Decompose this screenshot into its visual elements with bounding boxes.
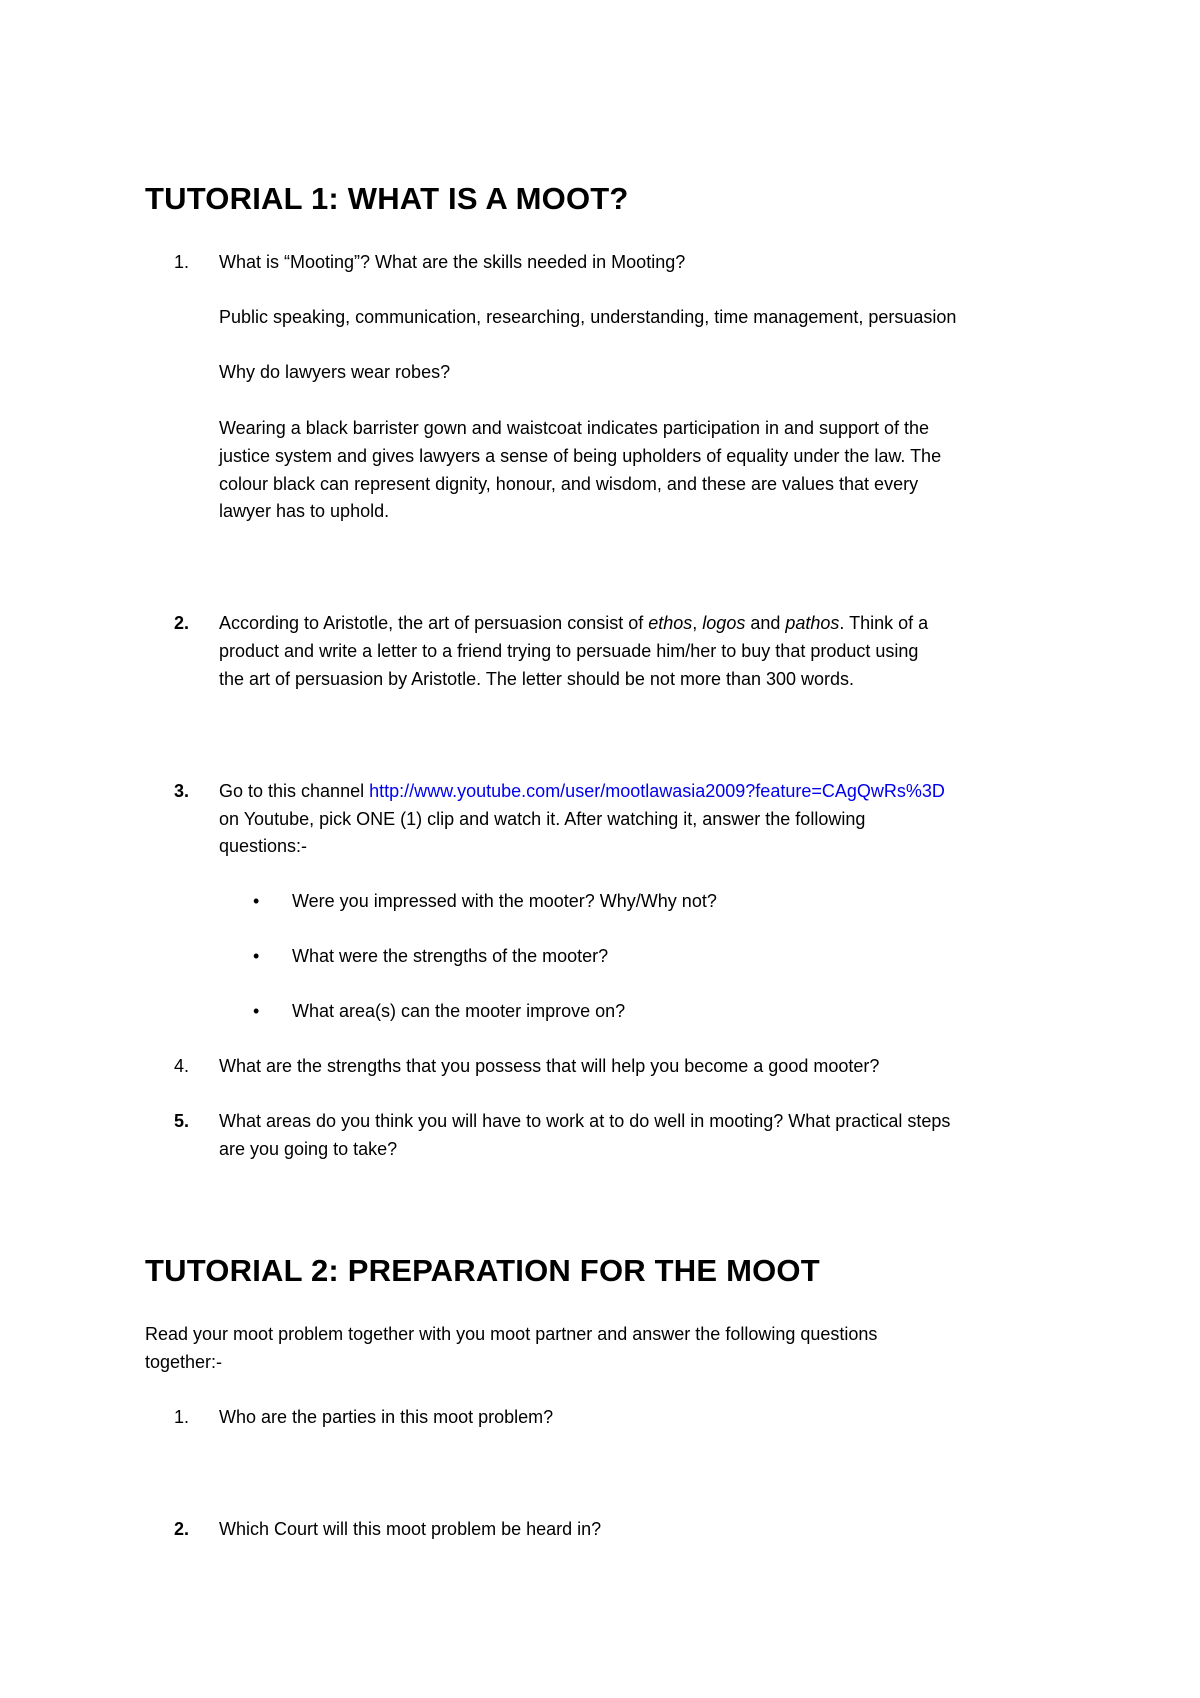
q3-line2: on Youtube, pick ONE (1) clip and watch it. After watching it, answer the following [219, 809, 866, 829]
q2-ethos: ethos [648, 613, 693, 633]
bullet-icon: • [253, 891, 260, 911]
q5-line2: are you going to take? [219, 1139, 398, 1159]
t2-q1-text: Who are the parties in this moot problem? [219, 1407, 554, 1427]
q1-answer2-line: justice system and gives lawyers a sense of being upholders of equality under the law. The [219, 446, 942, 466]
q4-text: What are the strengths that you possess that will help you become a good mooter? [219, 1056, 880, 1076]
q5-number: 5. [173, 1111, 189, 1131]
q3-line1 [219, 777, 945, 805]
q1-question: What is “Mooting”? What are the skills needed in Mooting? [219, 252, 686, 272]
q2-line1-pre: According to Aristotle, the art of persuasion consist of [219, 613, 649, 633]
q4-number: 4. [173, 1056, 189, 1076]
q2-number: 2. [173, 613, 189, 633]
tutorial2-heading: TUTORIAL 2: PREPARATION FOR THE MOOT [145, 1253, 820, 1288]
q2-pathos: pathos [785, 613, 840, 633]
q1-answer2-line: lawyer has to uphold. [219, 501, 390, 521]
q3-bullet: What were the strengths of the mooter? [292, 946, 609, 966]
t2-q2-number: 2. [173, 1519, 189, 1539]
q3-line3: questions:- [219, 836, 308, 856]
q1-answer2-line: colour black can represent dignity, honour, and wisdom, and these are values that every [219, 474, 919, 494]
tutorial1-heading: TUTORIAL 1: WHAT IS A MOOT? [145, 181, 629, 216]
q1-answer: Public speaking, communication, researching, understanding, time management, persuasion [219, 307, 957, 327]
q1-answer2-line: Wearing a black barrister gown and waistcoat indicates participation in and support of the [219, 418, 930, 438]
q2-line1 [219, 609, 928, 637]
q2-comma: , [692, 613, 703, 633]
q2-line3: the art of persuasion by Aristotle. The letter should be not more than 300 words. [219, 669, 855, 689]
q2-logos: logos [702, 613, 746, 633]
tutorial2-intro-line: together:- [145, 1352, 223, 1372]
q3-line1-pre: Go to this channel [219, 781, 370, 801]
t2-q1-number: 1. [173, 1407, 189, 1427]
q2-line2: product and write a letter to a friend trying to persuade him/her to buy that product using [219, 641, 919, 661]
t2-q2-text: Which Court will this moot problem be heard in? [219, 1519, 602, 1539]
bullet-icon: • [253, 946, 260, 966]
q1-question2: Why do lawyers wear robes? [219, 362, 451, 382]
q5-line1: What areas do you think you will have to work at to do well in mooting? What practical steps [219, 1111, 951, 1131]
q2-line1-post: . Think of a [839, 613, 929, 633]
bullet-icon: • [253, 1001, 260, 1021]
youtube-channel-link[interactable]: http://www.youtube.com/user/mootlawasia2009?feature=CAgQwRs%3D [369, 781, 945, 801]
q3-bullet: Were you impressed with the mooter? Why/Why not? [292, 891, 717, 911]
q3-number: 3. [173, 781, 189, 801]
q3-bullet: What area(s) can the mooter improve on? [292, 1001, 626, 1021]
tutorial2-intro-line: Read your moot problem together with you moot partner and answer the following questions [145, 1324, 878, 1344]
q2-and: and [745, 613, 786, 633]
q1-number: 1. [173, 252, 189, 272]
